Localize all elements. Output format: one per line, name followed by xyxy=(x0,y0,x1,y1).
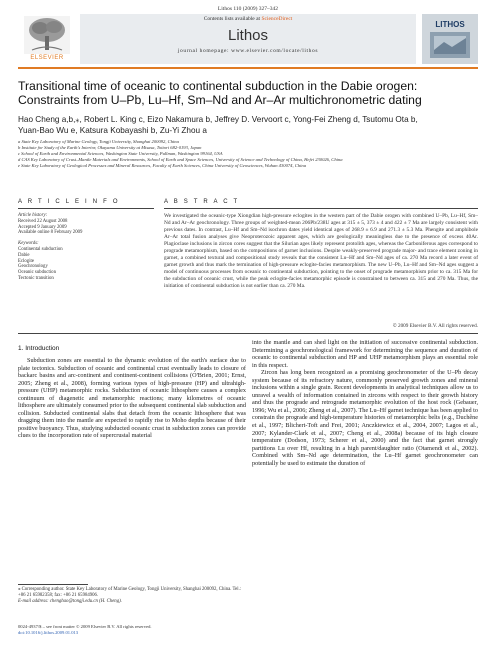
affiliations xyxy=(18,139,478,169)
issn-line: 0024-4937/$ – see front matter © 2009 Elsevier B.V. All rights reserved. xyxy=(18,624,152,629)
title-line-2: Constraints from U–Pb, Lu–Hf, Sm–Nd and Ar–Ar multichronometric dating xyxy=(18,93,422,107)
author-list xyxy=(18,114,478,136)
affiliation-item: c School of Earth and Environmental Sciences, Washington State University, Pullman, Washington 99164, USA xyxy=(18,151,223,156)
abstract-text: We investigated the oceanic-type Xiongdian high-pressure eclogites in the western part of the Dabie orogen with combined U–Pb, Lu–Hf, Sm–Nd and Ar–Ar geochronology. Three groups of weighted-mean 206Pb/238U ages at 315 ± 5, 373 ± 4 and 422 ± 7 Ma are largely consistent with previous dates. In contrast, Lu–Hf and Sm–Nd isochron dates yield identical ages of 268.9 ± 6.9 and 271.3 ± 5.3 Ma. Phengite and amphibole Ar–Ar total fusion analyses give Neoproterozoic apparent ages, which are geologically meaningless due to the presence of excess 40Ar. Plagioclase inclusions in zircon cores suggest that the Silurian ages likely represent protolith ages, whereas the Carboniferous ages correspond to prograde metamorphism, based on the compositions of garnet inclusions. Despite weakly-preserved prograde major- and trace element zoning in garnet, a combined textural and compositional study reveals that the consistent Lu–Hf and Sm–Nd ages of ca. 270 Ma record a later event of garnet growth and thus mark the termination of high-pressure eclogite-facies metamorphism. The new U–Pb, Lu–Hf and Sm–Nd ages suggest a model of continuous processes from oceanic to continental subduction, pointing to the onset of prograde metamorphism prior to ca. 315 Ma for the subduction of oceanic crust, while the peak eclogite-facies metamorphic episode is constrained to between ca. 315 and 270 Ma. Thus, the initiation of continental subduction is not earlier than ca. 270 Ma. xyxy=(164,213,478,289)
authors-line-1: Hao Cheng a,b,⁎, Robert L. King c, Eizo Nakamura b, Jeffrey D. Vervoort c, Yong-Fei Zheng d, Tsutomu Ota b, xyxy=(18,115,418,124)
abstract-heading: A B S T R A C T xyxy=(164,199,240,205)
masthead-band xyxy=(80,14,416,64)
journal-homepage[interactable]: journal homepage: www.elsevier.com/locate/lithos xyxy=(177,48,319,54)
body-paragraph: Subduction zones are essential to the dynamic evolution of the earth's surface due to plate tectonics. Subduction of oceanic and continental crust eventually leads to closure of backarc basins and arc-continent and continent-continent collisions (O'Brien, 2001; Ernst, 2005; Zheng et al., 2008), forming various types of high-pressure (HP) and ultrahigh-pressure (UHP) metamorphic rocks. Subduction of oceanic lithosphere causes a complex continuum of diagenetic and metamorphic reactions; many kilometres of oceanic lithosphere are ultimately consumed prior to the subsequent continental slab subduction and collision. Subducted continental slabs that detach from the oceanic lithosphere that was dragging them into the mantle are expected to rapidly rise to Moho depths because of their positive buoyancy. Thus, studying subducted oceanic crust in subduction zones can provide clues to the incorporation rate of supercrustal material xyxy=(18,357,246,440)
keyword-item: Geochronology xyxy=(18,264,48,270)
affiliation-item: a State Key Laboratory of Marine Geology, Tongji University, Shanghai 200092, China xyxy=(18,139,179,144)
footnote-email: E-mail address: chenghao@tongji.edu.cn (H. Cheng). xyxy=(18,599,122,604)
footnote-text: ⁎ Corresponding author. State Key Laboratory of Marine Geology, Tongji University, Shanghai 200092, China. Tel.: +86 21 65982358; fax: +86 21 65984906. xyxy=(18,587,242,598)
cover-art-icon xyxy=(422,14,478,64)
elsevier-logo xyxy=(18,14,76,64)
contents-text: Contents lists available at xyxy=(203,16,261,22)
journal-cover xyxy=(422,14,478,64)
keyword-item: Continental subduction xyxy=(18,246,63,252)
title-line-1: Transitional time of oceanic to continental subduction in the Dabie orogen: xyxy=(18,79,418,93)
running-header: Lithos 110 (2009) 327–342 xyxy=(217,6,279,12)
body-paragraph: into the mantle and can shed light on the initiation of successive continental subduction. Determining a geochronological framework for determining the sequence and duration of oceanic to continental subduction and HP and UHP metamorphism plays an essential role in this respect. xyxy=(252,339,478,369)
authors-line-2: Yuan-Bao Wu e, Katsura Kobayashi b, Zu-Yi Zhou a xyxy=(18,126,207,135)
footnote xyxy=(18,587,246,605)
affiliation-item: e State Key Laboratory of Geological Processes and Mineral Resources, Faculty of Earth Sciences, China University of Geosciences, Wuhan 430074, China xyxy=(18,163,306,168)
issn-block xyxy=(18,624,246,636)
cover-title: LITHOS xyxy=(435,20,465,29)
body-right-column xyxy=(252,339,478,467)
keywords-label: Keywords: xyxy=(18,241,39,247)
journal-title: Lithos xyxy=(227,27,269,44)
abstract-bottom-rule xyxy=(18,333,478,334)
contents-line xyxy=(80,16,416,22)
sciencedirect-link[interactable]: ScienceDirect xyxy=(261,16,293,22)
publisher-name: ELSEVIER xyxy=(30,55,64,61)
body-paragraph: Zircon has long been recognized as a promising geochronometer of the U–Pb decay system because of its refractory nature, commonly preserved growth zones and mineral inclusions within a single grain. Recent developments in analytical techniques allow us to unravel a wealth of information contained in zircons with respect to their growth history and thus the prograde and retrograde metamorphic evolution of the host rock (Gebauer, 1996; Wu et al., 2006; Zheng et al., 2007). The Lu–Hf garnet technique has been applied to constrain the prograde and high-temperature histories of metamorphic belts (e.g., Duchêne et al., 1997; Blichert-Toft and Frei, 2001; Anczkiewicz et al., 2004, 2007; Lagos et al., 2007; Kylander-Clark et al., 2007; Cheng et al., 2008a) because of its high closure temperature (Dodson, 1973; Scherer et al., 2000) and the fact that garnet strongly partitions Lu over Hf, resulting in a high parent/daughter ratio (Otamendi et al., 2002). Combined with Sm–Nd age determination, the Lu–Hf garnet geochronometer can potentially be used to estimate the duration of xyxy=(252,369,478,467)
history-item: Received 22 August 2008 xyxy=(18,218,68,224)
keyword-item: Oceanic subduction xyxy=(18,270,56,276)
article-info-list xyxy=(18,213,154,282)
doi-link[interactable]: doi:10.1016/j.lithos.2009.01.013 xyxy=(18,630,79,635)
copyright-line: © 2009 Elsevier B.V. All rights reserved. xyxy=(392,323,478,329)
body-left-column xyxy=(18,357,246,440)
journal-masthead xyxy=(18,14,478,64)
keyword-item: Dabie xyxy=(18,252,30,258)
history-label: Article history: xyxy=(18,213,48,218)
article-title xyxy=(18,79,478,107)
introduction-heading: 1. Introduction xyxy=(18,345,60,352)
abstract-rule xyxy=(164,208,478,209)
keyword-item: Eclogite xyxy=(18,258,34,264)
history-item: Available online 8 February 2009 xyxy=(18,230,83,236)
affiliation-item: d CAS Key Laboratory of Crust–Mantle Materials and Environments, School of Earth and Space Sciences, University of Science and Technology of China, Hefei 230026, China xyxy=(18,157,343,162)
header-rule xyxy=(18,67,478,69)
keyword-item: Tectonic transition xyxy=(18,275,54,281)
article-info-heading: A R T I C L E I N F O xyxy=(18,199,120,205)
footnote-rule xyxy=(18,584,88,585)
history-item: Accepted 9 January 2009 xyxy=(18,224,67,230)
affiliation-item: b Institute for Study of the Earth's Interior, Okayama University at Misasa, Tottori 682-0193, Japan xyxy=(18,145,202,150)
article-info-rule xyxy=(18,208,154,209)
